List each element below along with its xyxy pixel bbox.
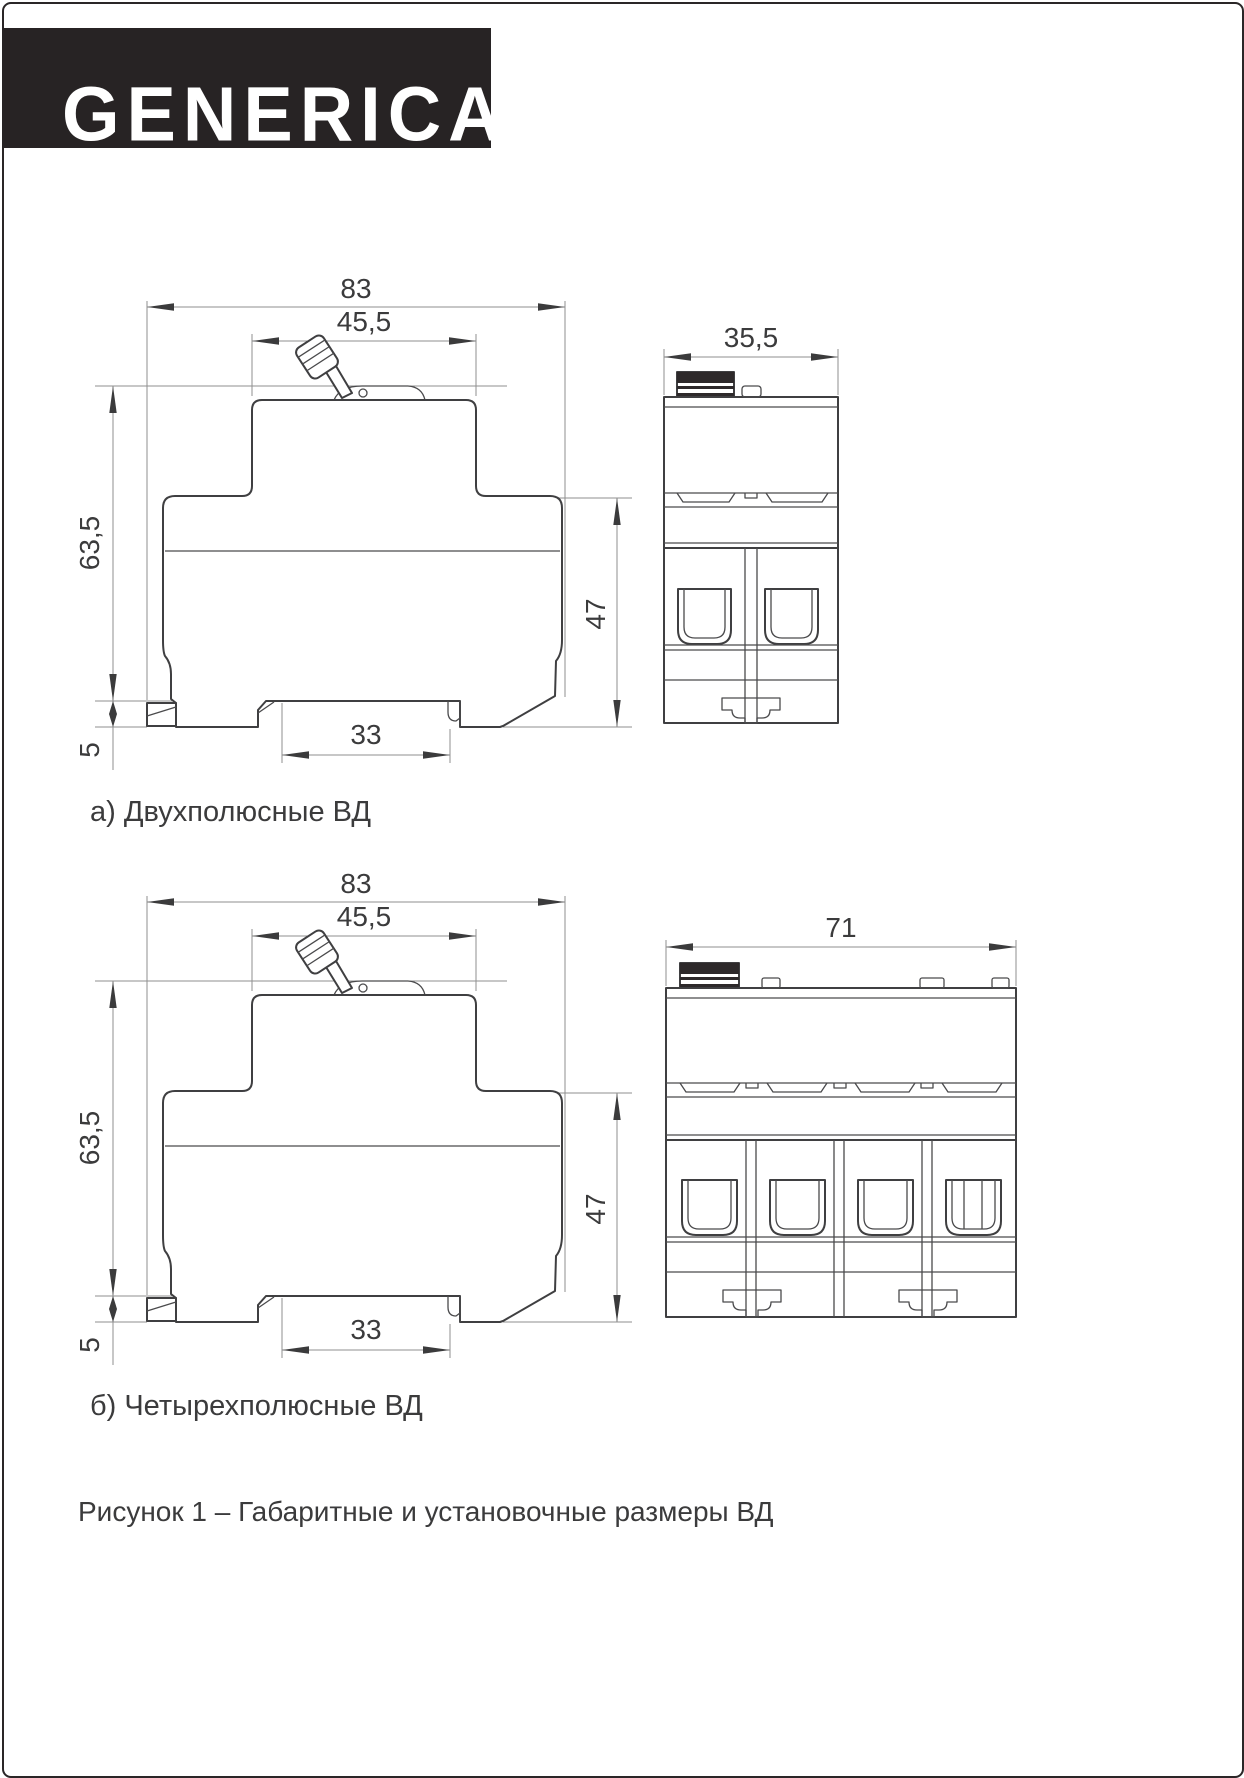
toggle-handle-front	[680, 963, 739, 988]
side-view-drawing-b	[74, 868, 632, 1365]
top-tab-1	[920, 978, 944, 988]
terminal-2	[765, 589, 818, 644]
dim-front-width-2p: 35,5	[723, 322, 779, 353]
front-view-2pole	[664, 322, 838, 723]
indicator-window-band	[664, 493, 838, 507]
din-rail-clip	[722, 698, 780, 723]
drawing-a-label: а) Двухполюсные ВД	[90, 796, 372, 828]
terminal-1	[682, 1180, 737, 1235]
toggle-handle-front	[677, 372, 734, 397]
dim-front-width-4p: 71	[825, 912, 857, 943]
terminal-2	[770, 1180, 825, 1235]
side-view-drawing-a	[74, 273, 632, 770]
figure-caption: Рисунок 1 – Габаритные и установочные размеры ВД	[78, 1496, 774, 1527]
front-view-4pole	[666, 912, 1016, 1317]
drawing-b-label: б) Четырехполюсные ВД	[90, 1390, 423, 1422]
pole-divider	[745, 548, 757, 723]
indicator-window-band	[666, 1083, 1016, 1097]
terminal-1	[678, 589, 731, 644]
din-rail-clip-2	[899, 1290, 957, 1317]
top-tab-2	[992, 978, 1009, 988]
generica-logo: GENERICA	[62, 70, 509, 157]
test-button	[742, 386, 761, 397]
terminal-4-neutral	[946, 1180, 1001, 1235]
din-rail-clip-1	[723, 1290, 781, 1317]
terminal-3	[858, 1180, 913, 1235]
small-tab	[762, 978, 780, 988]
